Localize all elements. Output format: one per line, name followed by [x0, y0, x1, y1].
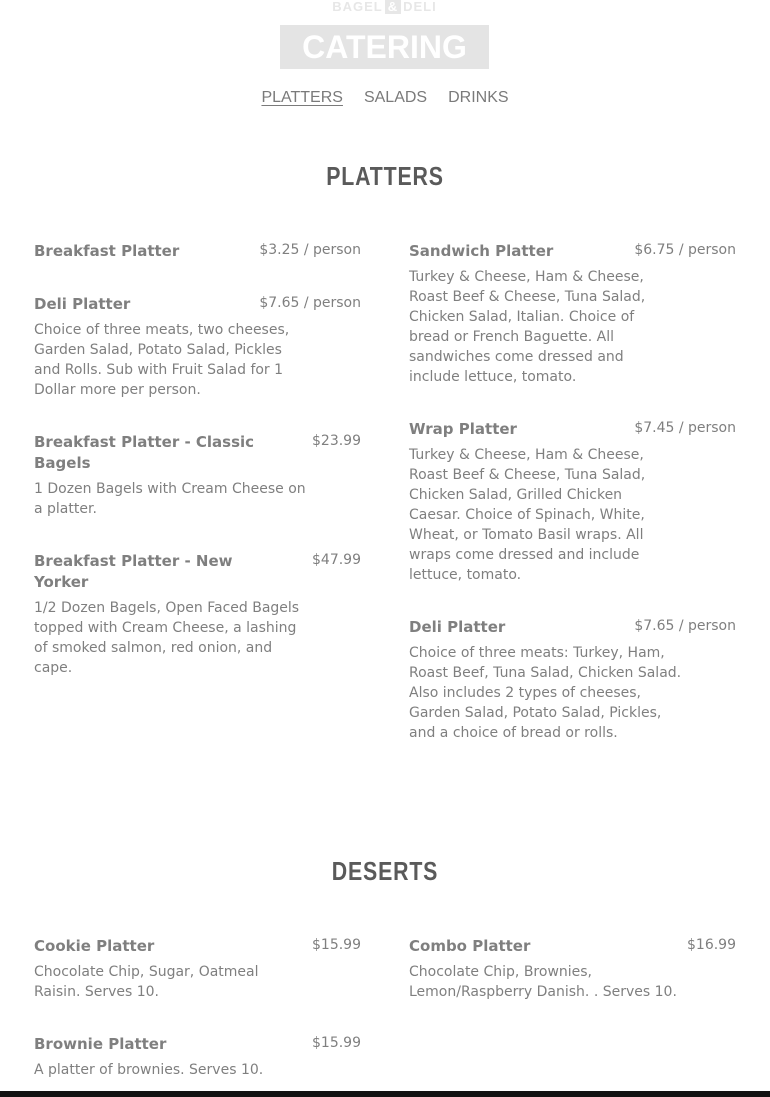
logo-word-bagel: BAGEL: [332, 0, 383, 14]
item-description: A platter of brownies. Serves 10.: [34, 1062, 264, 1078]
item-name: Cookie Platter: [34, 937, 155, 955]
logo-word-deli: DELI: [403, 0, 437, 14]
item-description: Choice of three meats: Turkey, Ham, Roast Beef, Tuna Salad, Chicken Salad. Also includes 2 types of cheeses, Garden Salad, Potato Salad, Pickles, and a choice of bread or rolls.: [409, 645, 682, 741]
logo-subtitle: [280, 0, 489, 22]
logo-ampersand: &: [385, 0, 401, 14]
menu-item-breakfast-new-yorker: [34, 551, 361, 678]
item-name: Brownie Platter: [34, 1035, 167, 1053]
item-price: $47.99: [312, 552, 361, 568]
menu-item-sandwich-platter: [409, 241, 736, 387]
item-price: $6.75 / person: [634, 242, 736, 258]
item-name: Breakfast Platter: [34, 242, 180, 260]
logo-title: CATERING: [302, 28, 467, 65]
item-name: Wrap Platter: [409, 420, 517, 438]
section-title-deserts: DESERTS: [331, 856, 439, 886]
item-name: Sandwich Platter: [409, 242, 554, 260]
item-price: $23.99: [312, 433, 361, 449]
item-name: Deli Platter: [34, 295, 131, 313]
menu-item-cookie-platter: [34, 936, 361, 1002]
menu-item-breakfast-platter: [34, 241, 361, 262]
menu-item-breakfast-classic-bagels: [34, 432, 361, 519]
item-description: Choice of three meats, two cheeses, Garden Salad, Potato Salad, Pickles and Rolls. Sub with Fruit Salad for 1 Dollar more per person.: [34, 322, 290, 398]
section-title-platters: PLATTERS: [326, 161, 444, 191]
item-name: Breakfast Platter - Classic Bagels: [34, 433, 255, 472]
logo-catering: [280, 25, 489, 69]
item-description: Chocolate Chip, Brownies, Lemon/Raspberry Danish. . Serves 10.: [409, 964, 677, 1000]
nav-link-salads[interactable]: SALADS: [363, 89, 428, 106]
menu-item-wrap-platter: [409, 419, 736, 585]
item-price: $7.65 / person: [634, 618, 736, 634]
item-name: Combo Platter: [409, 937, 531, 955]
nav-link-drinks[interactable]: DRINKS: [448, 89, 509, 106]
menu-item-deli-platter-2: [409, 617, 736, 743]
category-nav: [0, 89, 770, 107]
menu-item-combo-platter: [409, 936, 736, 1002]
item-description: 1/2 Dozen Bagels, Open Faced Bagels topped with Cream Cheese, a lashing of smoked salmon, red onion, and cape.: [34, 600, 300, 676]
item-price: $15.99: [312, 1035, 361, 1051]
item-description: Turkey & Cheese, Ham & Cheese, Roast Beef & Cheese, Tuna Salad, Chicken Salad, Italian. Choice of bread or French Baguette. All sandwiches come dressed and include lettuce, tomato.: [409, 269, 646, 385]
item-name: Deli Platter: [409, 618, 506, 636]
item-description: Turkey & Cheese, Ham & Cheese, Roast Beef & Cheese, Tuna Salad, Chicken Salad, Grilled Chicken Caesar. Choice of Spinach, White, Wheat, or Tomato Basil wraps. All wraps come dressed and include lettuce, tomato.: [409, 447, 646, 583]
item-price: $3.25 / person: [259, 242, 361, 258]
item-price: $7.65 / person: [259, 295, 361, 311]
item-name: Breakfast Platter - New Yorker: [34, 552, 233, 591]
item-price: $15.99: [312, 937, 361, 953]
bottom-bar: [0, 1091, 770, 1097]
item-price: $7.45 / person: [634, 420, 736, 436]
nav-link-platters[interactable]: PLATTERS: [261, 89, 343, 106]
item-price: $16.99: [687, 937, 736, 953]
item-description: Chocolate Chip, Sugar, Oatmeal Raisin. Serves 10.: [34, 964, 259, 1000]
menu-item-deli-platter: [34, 294, 361, 400]
menu-item-brownie-platter: [34, 1034, 361, 1080]
item-description: 1 Dozen Bagels with Cream Cheese on a platter.: [34, 481, 306, 517]
